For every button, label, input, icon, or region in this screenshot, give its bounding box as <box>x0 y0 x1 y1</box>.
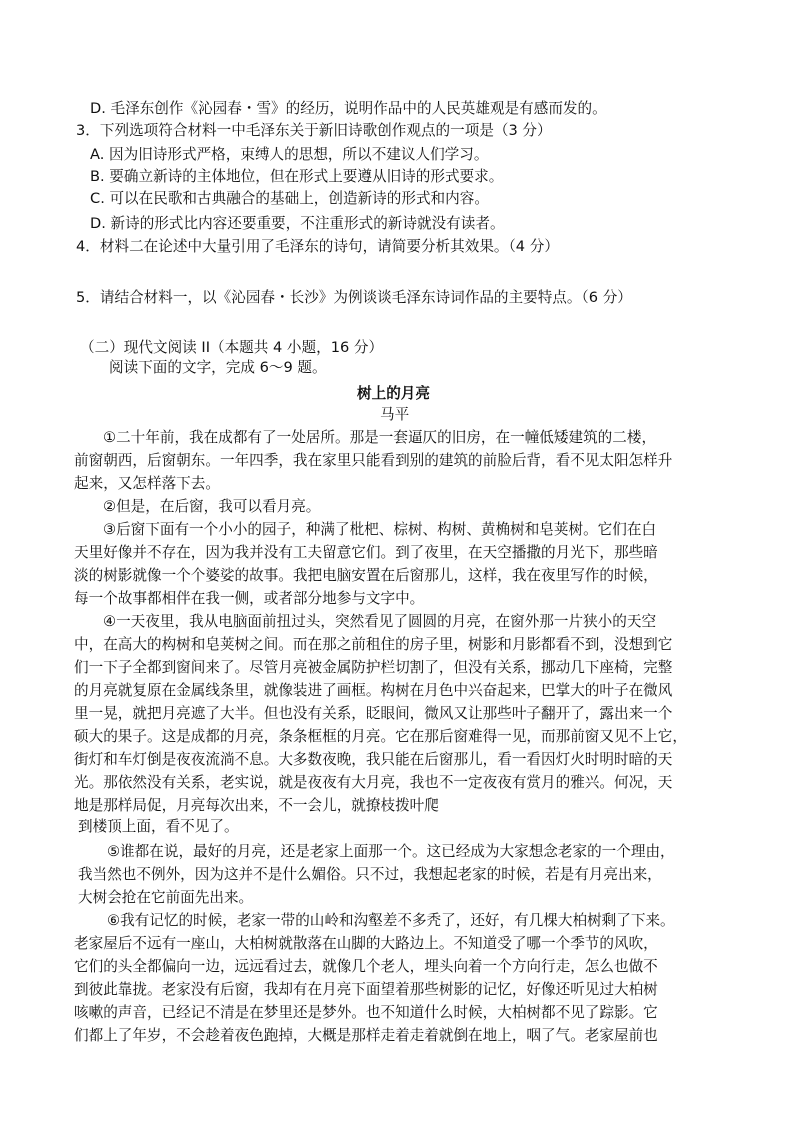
article-author: 马平 <box>380 406 410 423</box>
article-line: ③后窗下面有一个小小的园子，种满了枇杷、棕树、构树、黄桷树和皂荚树。它们在白 <box>103 521 657 538</box>
article-line: 硕大的果子。这是成都的月亮，条条框框的月亮。它在那后窗难得一见，而那前窗又见不上它， <box>74 728 687 745</box>
article-title: 树上的月亮 <box>357 385 430 402</box>
q4-stem: 4．材料二在论述中大量引用了毛泽东的诗句，请简要分析其效果。（4 分） <box>76 238 559 255</box>
q2-option-d: D. 毛泽东创作《沁园春・雪》的经历，说明作品中的人民英雄观是有感而发的。 <box>90 100 607 117</box>
article-line: ①二十年前，我在成都有了一处居所。那是一套逼仄的旧房，在一幢低矮建筑的二楼， <box>103 429 657 446</box>
article-line: 它们的头全都偏向一边，远远看过去，就像几个老人，埋头向着一个方向行走，怎么也做不 <box>74 958 658 975</box>
article-line: 起来，又怎样落下去。 <box>74 475 220 492</box>
article-line: 大树会抢在它前面先出来。 <box>78 889 254 906</box>
article-line: ④一天夜里，我从电脑面前扭过头，突然看见了圆圆的月亮，在窗外那一片狭小的天空 <box>103 613 657 630</box>
q3-option-a: A. 因为旧诗形式严格，束缚人的思想，所以不建议人们学习。 <box>90 146 489 163</box>
q5-stem: 5．请结合材料一，以《沁园春・长沙》为例谈谈毛泽东诗词作品的主要特点。（6 分） <box>76 289 632 306</box>
article-line: 里一晃，就把月亮遮了大半。但也没有关系，眨眼间，微风又让那些叶子翻开了，露出来一个 <box>74 705 673 722</box>
article-line: 们一下子全都到窗间来了。尽管月亮被金属防护栏切割了，但没有关系，挪动几下座椅，完整 <box>74 659 673 676</box>
q3-option-b: B. 要确立新诗的主体地位，但在形式上要遵从旧诗的形式要求。 <box>90 168 504 185</box>
article-line: 地是那样局促，月亮每次出来，不一会儿，就撩枝拨叶爬 <box>74 797 439 814</box>
article-line: ⑥我有记忆的时候，老家一带的山岭和沟壑差不多秃了，还好，有几棵大柏树剩了下来。 <box>107 912 675 929</box>
article-line: 街灯和车灯倒是夜夜流淌不息。大多数夜晚，我只能在后窗那儿，看一看因灯火时明时暗的天 <box>74 751 673 768</box>
article-line: 每一个故事都相伴在我一侧，或者部分地参与文字中。 <box>74 590 425 607</box>
article-line: 前窗朝西，后窗朝东。一年四季，我在家里只能看到别的建筑的前脸后背，看不见太阳怎样升 <box>74 452 673 469</box>
article-line: ②但是，在后窗，我可以看月亮。 <box>103 498 321 515</box>
article-line: 中，在高大的构树和皂荚树之间。而在那之前租住的房子里，树影和月影都看不到，没想到它 <box>74 636 673 653</box>
article-line: 老家屋后不远有一座山，大柏树就散落在山脚的大路边上。不知道受了哪一个季节的风吹， <box>74 935 658 952</box>
article-line: 到楼顶上面，看不见了。 <box>78 818 239 835</box>
q3-option-d: D. 新诗的形式比内容还要重要，不注重形式的新诗就没有读者。 <box>90 215 505 232</box>
article-line: 淡的树影就像一个个婆娑的故事。我把电脑安置在后窗那儿，这样，我在夜里写作的时候， <box>74 567 658 584</box>
article-line: 光。那依然没有关系，老实说，就是夜夜有大月亮，我也不一定夜夜有赏月的雅兴。何况，天 <box>74 774 673 791</box>
article-line: 天里好像并不存在，因为我并没有工夫留意它们。到了夜里，在天空播撒的月光下，那些暗 <box>74 544 658 561</box>
article-line: 的月亮就复原在金属线条里，就像装进了画框。构树在月色中兴奋起来，巴掌大的叶子在微风 <box>74 682 673 699</box>
section-header: （二）现代文阅读 II（本题共 4 小题，16 分） <box>80 339 384 356</box>
article-line: 们都上了年岁，不会趁着夜色跑掉，大概是那样走着走着就倒在地上，咽了气。老家屋前也 <box>74 1027 658 1044</box>
article-line: 咳嗽的声音，已经记不清是在梦里还是梦外。也不知道什么时候，大柏树都不见了踪影。它 <box>74 1004 658 1021</box>
article-line: 到彼此靠拢。老家没有后窗，我却有在月亮下面望着那些树影的记忆，好像还听见过大柏树 <box>74 981 658 998</box>
section-instruction: 阅读下面的文字，完成 6～9 题。 <box>109 359 327 376</box>
article-line: ⑤谁都在说，最好的月亮，还是老家上面那一个。这已经成为大家想念老家的一个理由， <box>107 843 675 860</box>
article-line: 我当然也不例外，因为这并不是什么媚俗。只不过，我想起老家的时候，若是有月亮出来， <box>78 866 662 883</box>
q3-stem: 3．下列选项符合材料一中毛泽东关于新旧诗歌创作观点的一项是（3 分） <box>76 122 552 139</box>
q3-option-c: C. 可以在民歌和古典融合的基础上，创造新诗的形式和内容。 <box>90 190 489 207</box>
